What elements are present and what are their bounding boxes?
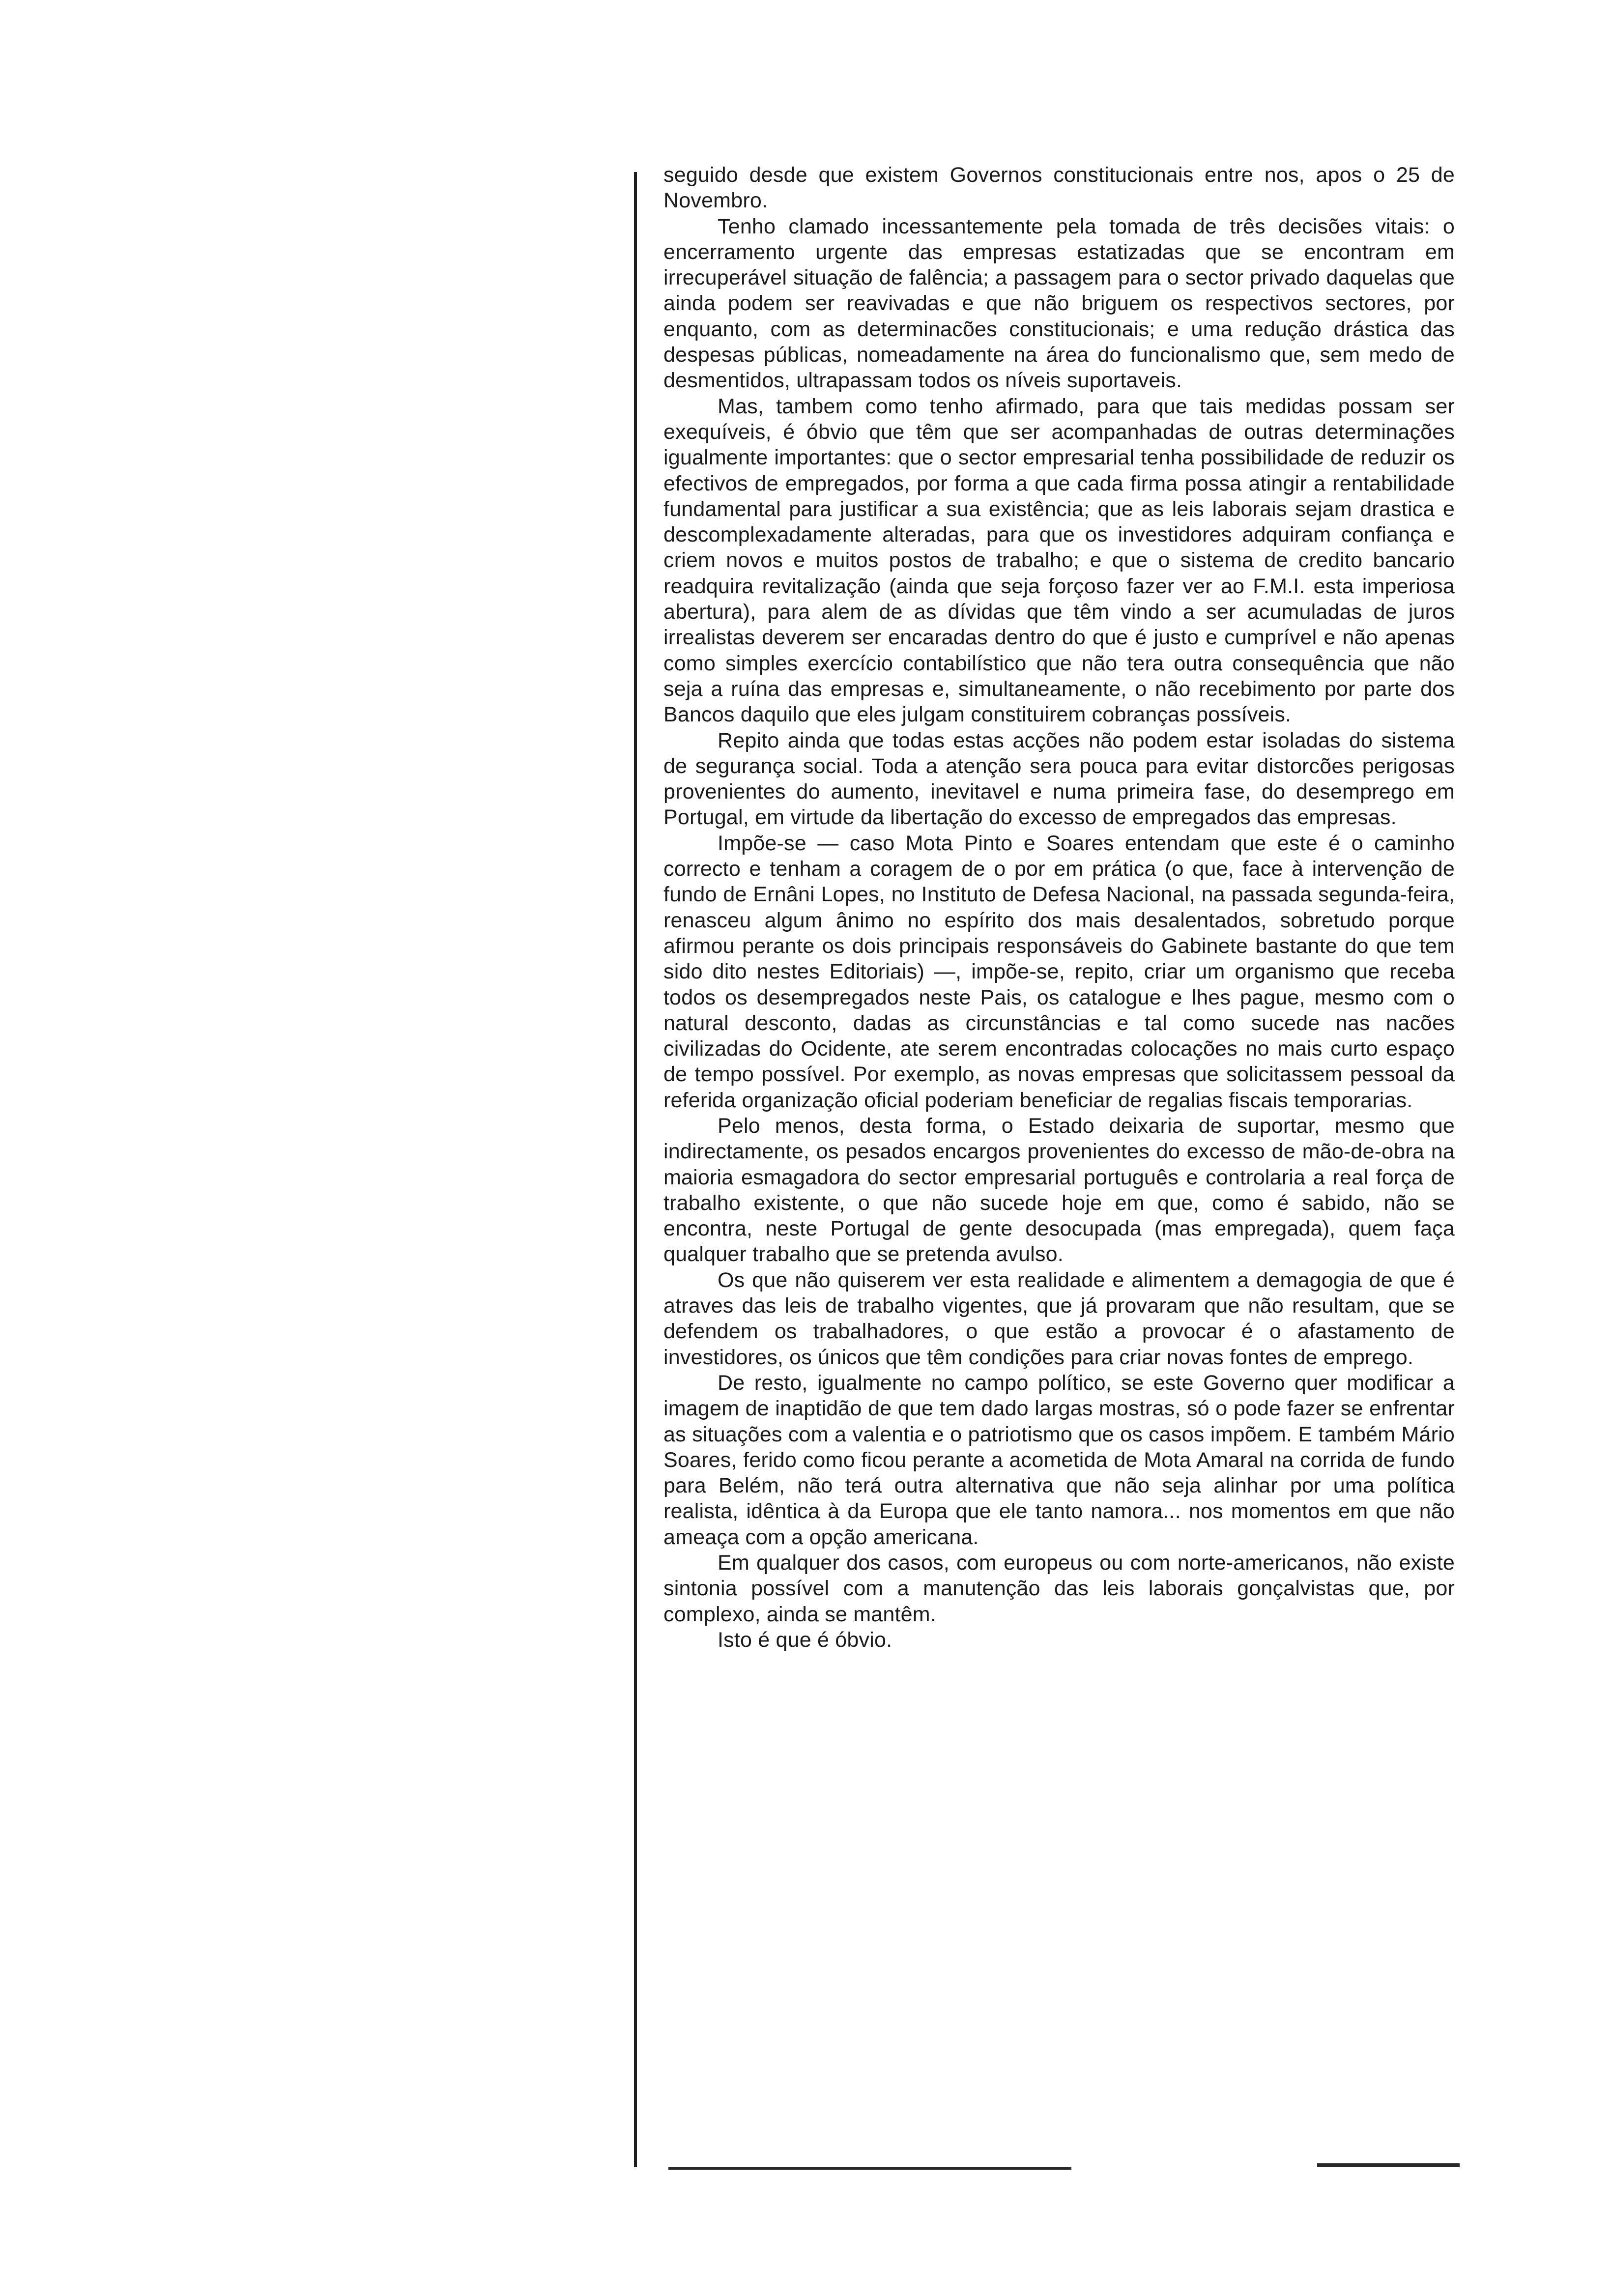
bottom-divider-right <box>1317 2163 1460 2167</box>
column-left-rule <box>634 172 637 2167</box>
article-paragraph-6: Pelo menos, desta forma, o Estado deixaria de suportar, mesmo que indirectamente, os pesados encargos provenientes do excesso de mão-de-obra na maioria esmagadora do sector empresarial português e controlaria a real força de trabalho existente, o que não sucede hoje em que, como é sabido, não se encontra, neste Portugal de gente desocupada (mas empregada), quem faça qualquer trabalho que se pretenda avulso. <box>663 1114 1455 1266</box>
article-paragraph-4: Repito ainda que todas estas acções não podem estar isoladas do sistema de segurança social. Toda a atenção sera pouca para evitar distorcões perigosas provenientes do aumento, inevitavel e numa primeira fase, do desemprego em Portugal, em virtude da libertação do excesso de empregados das empresas. <box>663 728 1455 830</box>
article-paragraph-5: Impõe-se — caso Mota Pinto e Soares entendam que este é o caminho correcto e tenham a coragem de o por em prática (o que, face à intervenção de fundo de Ernâni Lopes, no Instituto de Defesa Nacional, na passada segunda-feira, renasceu algum ânimo no espírito dos mais desalentados, sobretudo porque afirmou perante os dois principais responsáveis do Gabinete bastante do que tem sido dito nestes Editoriais) —, impõe-se, repito, criar um organismo que receba todos os desempregados neste Pais, os catalogue e lhes pague, mesmo com o natural desconto, dadas as circunstâncias e tal como sucede nas nacões civilizadas do Ocidente, ate serem encontradas colocações no mais curto espaço de tempo possível. Por exemplo, as novas empresas que solicitassem pessoal da referida organização oficial poderiam beneficiar de regalias fiscais temporarias. <box>663 831 1455 1112</box>
article-paragraph-8: De resto, igualmente no campo político, se este Governo quer modificar a imagem de inaptidão de que tem dado largas mostras, só o pode fazer se enfrentar as situações com a valentia e o patriotismo que os casos impõem. E também Mário Soares, ferido como ficou perante a acometida de Mota Amaral na corrida de fundo para Belém, não terá outra alternativa que não seja alinhar por uma política realista, idêntica à da Europa que ele tanto namora... nos momentos em que não ameaça com a opção americana. <box>663 1371 1455 1549</box>
article-column <box>663 162 1455 1653</box>
article-paragraph-2: Tenho clamado incessantemente pela tomada de três decisões vitais: o encerramento urgente das empresas estatizadas que se encontram em irrecuperável situação de falência; a passagem para o sector privado daquelas que ainda podem ser reavivadas e que não briguem os respectivos sectores, por enquanto, com as determinacões constitucionais; e uma redução drástica das despesas públicas, nomeadamente na área do funcionalismo que, sem medo de desmentidos, ultrapassam todos os níveis suportaveis. <box>663 214 1455 393</box>
bottom-divider-left <box>668 2167 1071 2170</box>
article-closing-line: Isto é que é óbvio. <box>718 1628 892 1652</box>
article-paragraph-7: Os que não quiserem ver esta realidade e alimentem a demagogia de que é atraves das leis de trabalho vigentes, que já provaram que não resultam, que se defendem os trabalhadores, o que estão a provocar é o afastamento de investidores, os únicos que têm condições para criar novas fontes de emprego. <box>663 1268 1455 1369</box>
article-paragraph-1: seguido desde que existem Governos constitucionais entre nos, apos o 25 de Novembro. <box>663 163 1455 213</box>
article-paragraph-3: Mas, tambem como tenho afirmado, para que tais medidas possam ser exequíveis, é óbvio que têm que ser acompanhadas de outras determinações igualmente importantes: que o sector empresarial tenha possibilidade de reduzir os efectivos de empregados, por forma a que cada firma possa atingir a rentabilidade fundamental para justificar a sua existência; que as leis laborais sejam drastica e descomplexadamente alteradas, para que os investidores adquiram confiança e criem novos e muitos postos de trabalho; e que o sistema de credito bancario readquira revitalização (ainda que seja forçoso fazer ver ao F.M.I. esta imperiosa abertura), para alem de as dívidas que têm vindo a ser acumuladas de juros irrealistas deverem ser encaradas dentro do que é justo e cumprível e não apenas como simples exercício contabilístico que não tera outra consequência que não seja a ruína das empresas e, simultaneamente, o não recebimento por parte dos Bancos daquilo que eles julgam constituirem cobranças possíveis. <box>663 394 1455 727</box>
newspaper-clipping <box>634 162 1469 2197</box>
article-paragraph-9: Em qualquer dos casos, com europeus ou com norte-americanos, não existe sintonia possível com a manutenção das leis laborais gonçalvistas que, por complexo, ainda se mantêm. <box>663 1551 1455 1626</box>
